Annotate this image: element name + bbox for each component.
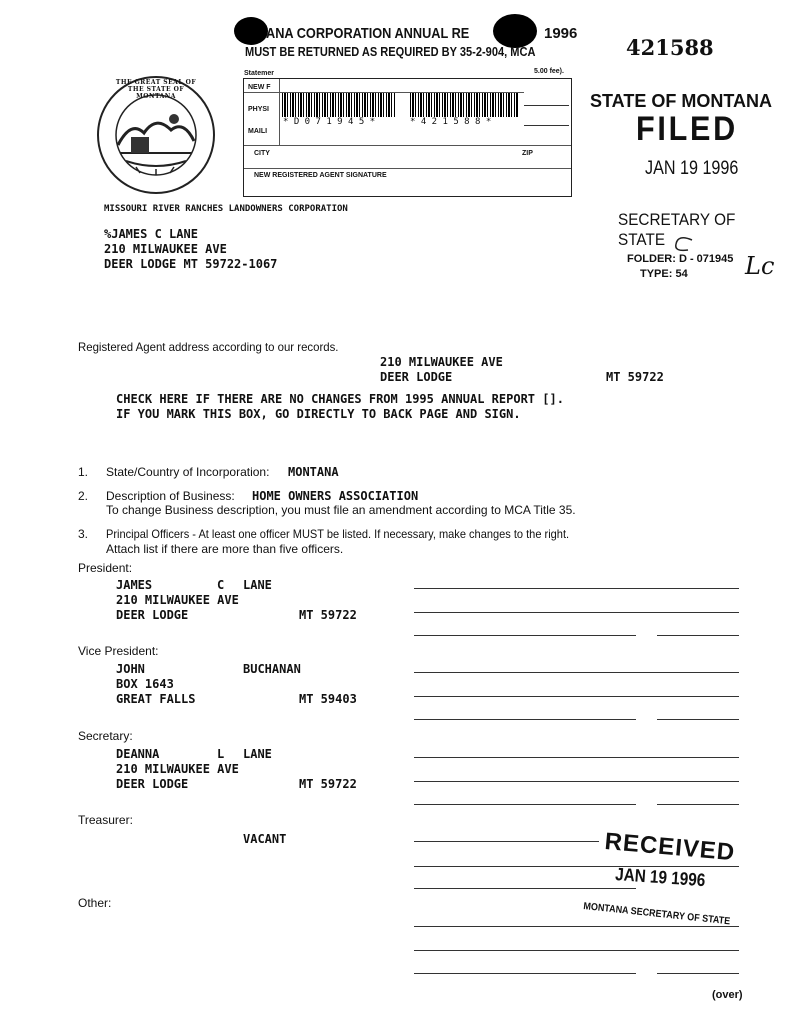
- physical-field-label: PHYSI: [248, 106, 270, 113]
- over-indicator: (over): [712, 989, 743, 1001]
- item-1-number: 1.: [78, 465, 89, 479]
- vice-president-last: BUCHANAN: [243, 662, 301, 676]
- form-rule: [244, 145, 571, 146]
- other-label: Other:: [78, 896, 112, 910]
- president-street: 210 MILWAUKEE AVE: [116, 593, 239, 607]
- form-title-text: ANA CORPORATION ANNUAL RE: [266, 25, 470, 42]
- vice-president-label: Vice President:: [78, 644, 159, 658]
- document-number: 421588: [626, 35, 714, 60]
- item-2-number: 2.: [78, 489, 89, 503]
- secretary-of-state: SECRETARY OF STATE: [618, 210, 736, 249]
- handwritten-mark: [668, 236, 698, 256]
- corporation-city: DEER LODGE MT 59722-1067: [104, 257, 278, 271]
- item-3-number: 3.: [78, 527, 89, 541]
- corporation-name: MISSOURI RIVER RANCHES LANDOWNERS CORPORATION: [104, 204, 348, 214]
- secretary-middle: L: [217, 747, 225, 761]
- barcode-document-text: * 4 2 1 5 8 8 *: [410, 117, 492, 127]
- item-1-label: State/Country of Incorporation:: [106, 465, 270, 479]
- vice-president-change-line[interactable]: [414, 672, 739, 673]
- redaction-blob-left: [234, 17, 268, 45]
- no-changes-checkbox-line[interactable]: CHECK HERE IF THERE ARE NO CHANGES FROM 1995 ANNUAL REPORT [].: [116, 392, 564, 406]
- vice-president-first: JOHN: [116, 662, 145, 676]
- secretary-street: 210 MILWAUKEE AVE: [116, 762, 239, 776]
- president-change-line[interactable]: [414, 588, 739, 589]
- item-2-label: Description of Business:: [106, 489, 235, 503]
- registered-agent-city: DEER LODGE: [380, 370, 453, 384]
- barcode-folder: [282, 93, 395, 117]
- item-2-value: HOME OWNERS ASSOCIATION: [252, 489, 419, 503]
- item-3-line1: Principal Officers - At least one officer MUST be listed. If necessary, make changes to the right.: [106, 527, 570, 541]
- vice-president-city: GREAT FALLS: [116, 692, 196, 706]
- type-number: TYPE: 54: [640, 268, 688, 280]
- corporation-attn: %JAMES C LANE: [104, 227, 198, 241]
- seal-ring-text: THE GREAT SEAL OF THE STATE OF MONTANA: [115, 79, 197, 100]
- other-change-line[interactable]: [414, 926, 739, 927]
- secretary-change-line[interactable]: [414, 781, 739, 782]
- barcode-folder-text: * D 0 7 1 9 4 5 *: [283, 117, 376, 127]
- vice-president-street: BOX 1643: [116, 677, 174, 691]
- item-1-value: MONTANA: [288, 465, 339, 479]
- mailing-field-label: MAILI: [248, 128, 268, 135]
- secretary-label: Secretary:: [78, 729, 133, 743]
- secretary-first: DEANNA: [116, 747, 160, 761]
- president-change-line[interactable]: [414, 612, 739, 613]
- other-change-line[interactable]: [414, 973, 636, 974]
- no-changes-instruction: IF YOU MARK THIS BOX, GO DIRECTLY TO BACK PAGE AND SIGN.: [116, 407, 521, 421]
- president-change-line[interactable]: [657, 635, 739, 636]
- treasurer-change-line[interactable]: [414, 841, 599, 842]
- registered-agent-state-zip: MT 59722: [606, 370, 664, 384]
- other-change-line[interactable]: [657, 973, 739, 974]
- received-date: JAN 19 1996: [614, 864, 706, 891]
- form-rule: [524, 125, 569, 126]
- secretary-change-line[interactable]: [414, 804, 636, 805]
- president-last: LANE: [243, 578, 272, 592]
- president-label: President:: [78, 561, 133, 575]
- form-divider: [279, 79, 280, 145]
- secretary-change-line[interactable]: [414, 757, 739, 758]
- secretary-change-line[interactable]: [657, 804, 739, 805]
- treasurer-change-line[interactable]: [414, 888, 636, 889]
- form-title: [266, 25, 469, 42]
- form-rule: [244, 168, 571, 169]
- handwritten-initials: Lc: [745, 252, 775, 280]
- secretary-last: LANE: [243, 747, 272, 761]
- vice-president-state-zip: MT 59403: [299, 692, 357, 706]
- treasurer-label: Treasurer:: [78, 813, 133, 827]
- state-seal: [96, 75, 216, 195]
- president-state-zip: MT 59722: [299, 608, 357, 622]
- filed-date: JAN 19 1996: [645, 158, 739, 179]
- filed-word: FILED: [636, 110, 738, 148]
- zip-field-label: ZIP: [522, 150, 533, 157]
- received-office: MONTANA SECRETARY OF STATE: [582, 901, 731, 928]
- form-title-year: 1996: [544, 25, 578, 42]
- received-word: RECEIVED: [603, 828, 737, 867]
- folder-number: FOLDER: D - 071945: [627, 253, 734, 265]
- registered-agent-street: 210 MILWAUKEE AVE: [380, 355, 503, 369]
- corporation-street: 210 MILWAUKEE AVE: [104, 242, 227, 256]
- president-city: DEER LODGE: [116, 608, 189, 622]
- president-middle: C: [217, 578, 225, 592]
- treasurer-value: VACANT: [243, 832, 287, 846]
- other-change-line[interactable]: [414, 950, 739, 951]
- redaction-blob-right: [493, 14, 537, 48]
- item-3-line2: Attach list if there are more than five officers.: [106, 542, 344, 556]
- new-field-label: NEW F: [248, 84, 271, 91]
- president-first: JAMES: [116, 578, 153, 592]
- filed-state-line: STATE OF MONTANA: [590, 91, 772, 111]
- vice-president-change-line[interactable]: [657, 719, 739, 720]
- secretary-state-zip: MT 59722: [299, 777, 357, 791]
- statement-fee: 5.00 fee).: [534, 68, 564, 75]
- statement-partial: Statemer: [244, 70, 274, 77]
- secretary-city: DEER LODGE: [116, 777, 189, 791]
- form-subtitle: MUST BE RETURNED AS REQUIRED BY 35-2-904, MCA: [245, 44, 536, 59]
- barcode-document: [410, 93, 518, 117]
- vice-president-change-line[interactable]: [414, 696, 739, 697]
- president-change-line[interactable]: [414, 635, 636, 636]
- signature-field-label: NEW REGISTERED AGENT SIGNATURE: [254, 172, 387, 179]
- treasurer-change-line[interactable]: [414, 866, 739, 867]
- item-2-note: To change Business description, you must file an amendment according to MCA Title 35.: [106, 503, 576, 517]
- registered-agent-label: Registered Agent address according to our records.: [78, 340, 339, 354]
- vice-president-change-line[interactable]: [414, 719, 636, 720]
- city-field-label: CITY: [254, 150, 270, 157]
- form-rule: [524, 105, 569, 106]
